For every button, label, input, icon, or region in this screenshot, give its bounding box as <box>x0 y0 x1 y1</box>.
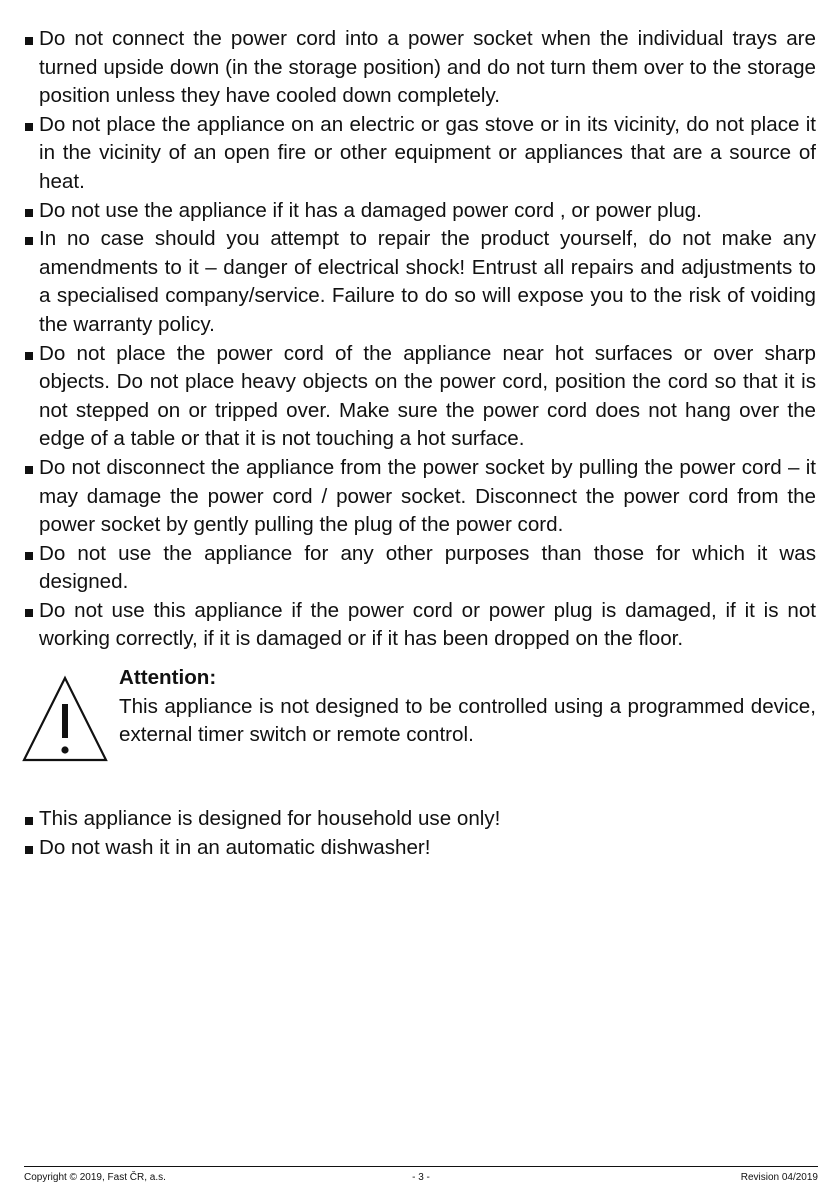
list-item-text: Do not disconnect the appliance from the power socket by pulling the power cord – it may damage the power cord / power socket. Disconnect the power cord from the power socket by gently pulling the plug of the power cord. <box>39 455 816 537</box>
warning-triangle-icon <box>22 664 108 764</box>
list-item-text: Do not place the appliance on an electric or gas stove or in its vicinity, do not place it in the vicinity of an open fire or other equipment or appliances that are a source of heat. <box>39 112 816 193</box>
footer-copyright: Copyright © 2019, Fast ČR, a.s. <box>24 1172 166 1183</box>
list-item <box>0 225 840 339</box>
safety-instructions-list <box>0 25 840 654</box>
footer-page-number: - 3 - <box>412 1172 430 1183</box>
bullet-square-icon <box>25 352 33 360</box>
footer-revision: Revision 04/2019 <box>740 1172 818 1183</box>
bullet-square-icon <box>25 209 33 217</box>
list-item <box>0 540 840 597</box>
list-item <box>0 25 840 111</box>
bullet-square-icon <box>25 609 33 617</box>
attention-text: This appliance is not designed to be controlled using a programmed device, external timer switch or remote control. <box>119 694 816 747</box>
list-item <box>0 597 840 654</box>
bullet-square-icon <box>25 37 33 45</box>
list-item-text: In no case should you attempt to repair the product yourself, do not make any amendments to it – danger of electrical shock! Entrust all repairs and adjustments to a specialised company/service. Failure to do so will expose you to the risk of voiding the warranty policy. <box>39 227 816 336</box>
bullet-square-icon <box>25 237 33 245</box>
list-item <box>0 805 840 834</box>
attention-title: Attention: <box>119 666 217 689</box>
list-item <box>0 340 840 454</box>
list-item-text: Do not wash it in an automatic dishwasher! <box>39 835 431 859</box>
bullet-square-icon <box>25 552 33 560</box>
list-item-text: Do not use the appliance if it has a damaged power cord , or power plug. <box>39 198 702 222</box>
attention-notice <box>0 664 840 774</box>
bullet-square-icon <box>25 817 33 825</box>
list-item <box>0 454 840 540</box>
footer-divider <box>24 1166 818 1167</box>
attention-body <box>119 664 816 750</box>
list-item <box>0 197 840 226</box>
list-item <box>0 834 840 863</box>
list-item-text: Do not use this appliance if the power cord or power plug is damaged, if it is not working correctly, if it is damaged or if it has been dropped on the floor. <box>39 598 816 651</box>
bullet-square-icon <box>25 846 33 854</box>
list-item-text: Do not place the power cord of the appliance near hot surfaces or over sharp objects. Do not place heavy objects on the power cord, position the cord so that it is not stepped on or tripped over. Make sure the power cord does not hang over the edge of a table or that it is not touching a hot surface. <box>39 341 816 451</box>
list-item-text: Do not connect the power cord into a power socket when the individual trays are turned upside down (in the storage position) and do not turn them over to the storage position unless they have cooled down completely. <box>39 27 816 108</box>
list-item <box>0 111 840 197</box>
bullet-square-icon <box>25 466 33 474</box>
usage-notes-list <box>0 805 840 862</box>
bullet-square-icon <box>25 123 33 131</box>
page-footer <box>24 1171 818 1187</box>
list-item-text: This appliance is designed for household use only! <box>39 807 501 830</box>
list-item-text: Do not use the appliance for any other purposes than those for which it was designed. <box>39 541 816 594</box>
